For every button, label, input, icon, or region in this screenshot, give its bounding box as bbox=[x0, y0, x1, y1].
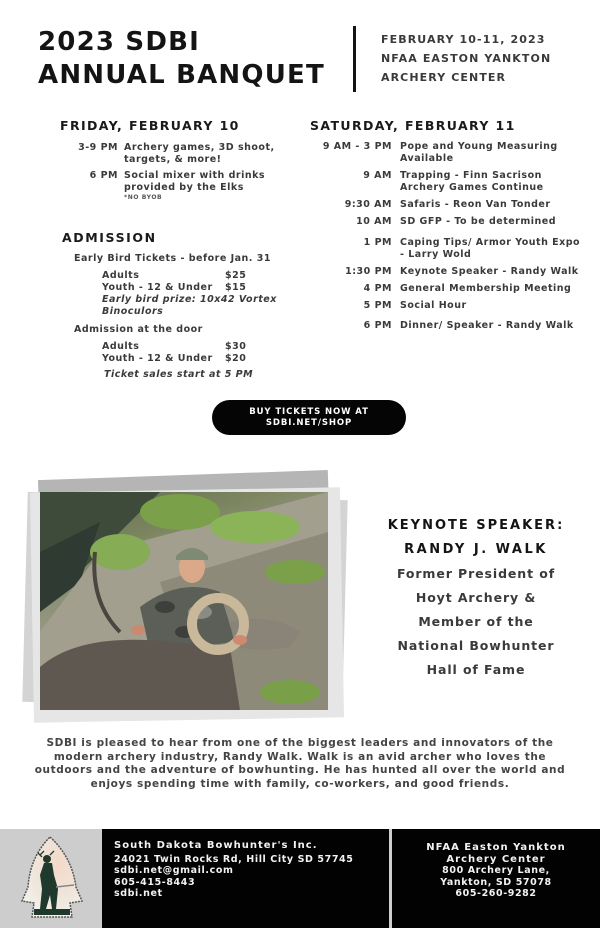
event-time: 9:30 AM bbox=[344, 199, 392, 210]
event-desc: Social mixer with drinks provided by the Elks bbox=[124, 170, 266, 193]
event-desc: Keynote Speaker - Randy Walk bbox=[400, 266, 579, 277]
sdbi-address: 24021 Twin Rocks Rd, Hill City SD 57745 bbox=[114, 853, 354, 865]
price-label: Youth - 12 & Under bbox=[102, 353, 213, 364]
friday-heading: FRIDAY, FEBRUARY 10 bbox=[60, 118, 240, 133]
event-desc: Caping Tips/ Armor Youth Expo - Larry Wold bbox=[400, 237, 581, 260]
friday-schedule bbox=[60, 118, 300, 206]
title-line-2: ANNUAL BANQUET bbox=[38, 60, 325, 90]
event-time: 10 AM bbox=[356, 216, 392, 227]
nfaa-contact-block bbox=[392, 829, 600, 928]
keynote-desc-line: National Bowhunter bbox=[397, 638, 555, 653]
early-bird-prices bbox=[102, 270, 312, 318]
keynote-desc-line: Hall of Fame bbox=[426, 662, 526, 677]
sdbi-email[interactable]: sdbi.net@gmail.com bbox=[114, 865, 234, 876]
price-value: $25 bbox=[225, 270, 247, 281]
event-desc: Archery games, 3D shoot, targets, & more! bbox=[124, 142, 275, 165]
buy-button-line-2: SDBI.NET/SHOP bbox=[265, 417, 353, 428]
schedule-row bbox=[310, 216, 590, 228]
early-bird-prize: Early bird prize: 10x42 Vortex Binoculors bbox=[102, 294, 277, 317]
schedule-row bbox=[310, 199, 590, 211]
ticket-sales-note: Ticket sales start at 5 PM bbox=[104, 369, 254, 380]
price-row bbox=[102, 341, 312, 353]
speaker-bio: SDBI is pleased to hear from one of the biggest leaders and innovators of the modern archery industry, Randy Walk. Walk is an avid archer who loves the outdoors and the adventure of bowhunting. He has hunted all over the world and enjoys spending time with family, co-workers, and good friends. bbox=[34, 737, 566, 790]
price-label: Adults bbox=[102, 270, 140, 281]
title-line-1: 2023 SDBI bbox=[38, 27, 201, 57]
event-time: 6 PM bbox=[89, 170, 118, 181]
sdbi-website[interactable]: sdbi.net bbox=[114, 888, 163, 899]
event-time: 9 AM - 3 PM bbox=[322, 141, 392, 152]
speaker-photo bbox=[40, 492, 328, 710]
event-time: 6 PM bbox=[363, 320, 392, 331]
early-bird-label: Early Bird Tickets - before Jan. 31 bbox=[74, 253, 271, 264]
nfaa-address-2: Yankton, SD 57078 bbox=[440, 876, 552, 888]
schedule-row bbox=[310, 141, 590, 165]
nfaa-org-name-1: NFAA Easton Yankton bbox=[426, 842, 566, 853]
venue-line-2: ARCHERY CENTER bbox=[381, 71, 507, 84]
price-row bbox=[102, 270, 312, 282]
event-desc: Dinner/ Speaker - Randy Walk bbox=[400, 320, 574, 331]
door-label: Admission at the door bbox=[74, 324, 203, 335]
door-prices bbox=[102, 341, 312, 365]
footer bbox=[0, 829, 600, 928]
nfaa-org-name-2: Archery Center bbox=[446, 853, 546, 865]
keynote-desc-line: Member of the bbox=[418, 614, 534, 629]
sdbi-phone: 605-415-8443 bbox=[114, 876, 196, 888]
schedule-row bbox=[310, 237, 590, 261]
event-time: 5 PM bbox=[363, 300, 392, 311]
admission-section bbox=[62, 230, 312, 381]
header-divider bbox=[353, 26, 356, 92]
schedule-row bbox=[60, 170, 300, 202]
keynote-desc-line: Hoyt Archery & bbox=[415, 590, 537, 605]
saturday-schedule bbox=[310, 118, 590, 337]
sdbi-contact-block bbox=[102, 829, 389, 928]
arrowhead-bowhunter-logo-icon bbox=[0, 829, 102, 928]
schedule-row bbox=[60, 142, 300, 166]
event-time: 1 PM bbox=[363, 237, 392, 248]
admission-heading: ADMISSION bbox=[62, 230, 157, 245]
price-value: $15 bbox=[225, 282, 247, 293]
price-value: $30 bbox=[225, 341, 247, 352]
nfaa-phone: 605-260-9282 bbox=[455, 888, 537, 899]
price-row bbox=[102, 353, 312, 365]
sdbi-org-name: South Dakota Bowhunter's Inc. bbox=[114, 840, 318, 851]
price-row bbox=[102, 282, 312, 294]
venue-line-1: NFAA EASTON YANKTON bbox=[381, 52, 552, 65]
speaker-photo-frame bbox=[22, 470, 352, 730]
hunter-with-bighorn-sheep-icon bbox=[40, 492, 328, 710]
buy-tickets-button[interactable] bbox=[212, 400, 406, 435]
event-desc-wrap bbox=[118, 170, 300, 202]
event-time: 3-9 PM bbox=[78, 142, 118, 153]
event-info bbox=[381, 30, 551, 87]
event-time: 4 PM bbox=[363, 283, 392, 294]
sdbi-logo bbox=[0, 829, 102, 928]
schedule-row bbox=[310, 266, 590, 278]
schedule-row bbox=[310, 320, 590, 332]
flyer-header bbox=[0, 0, 600, 110]
saturday-heading: SATURDAY, FEBRUARY 11 bbox=[310, 118, 516, 133]
keynote-desc-line: Former President of bbox=[396, 566, 556, 581]
event-footnote: *NO BYOB bbox=[124, 194, 163, 201]
keynote-speaker-block bbox=[362, 514, 590, 682]
event-desc: Safaris - Reon Van Tonder bbox=[400, 199, 551, 210]
price-value: $20 bbox=[225, 353, 247, 364]
event-desc: SD GFP - To be determined bbox=[400, 216, 557, 227]
event-desc: Trapping - Finn Sacrison Archery Games Continue bbox=[400, 170, 544, 193]
price-label: Adults bbox=[102, 341, 140, 352]
schedule-row bbox=[310, 283, 590, 295]
keynote-name: RANDY J. WALK bbox=[404, 542, 548, 557]
price-label: Youth - 12 & Under bbox=[102, 282, 213, 293]
schedule-row bbox=[310, 170, 590, 194]
page-title bbox=[38, 26, 325, 92]
schedule-row bbox=[310, 300, 590, 312]
buy-button-line-1: BUY TICKETS NOW AT bbox=[249, 406, 369, 417]
nfaa-address-1: 800 Archery Lane, bbox=[442, 865, 550, 876]
event-desc: Social Hour bbox=[400, 300, 467, 311]
event-desc: Pope and Young Measuring Available bbox=[400, 141, 558, 164]
event-time: 9 AM bbox=[363, 170, 392, 181]
event-dates: FEBRUARY 10-11, 2023 bbox=[381, 33, 546, 46]
event-time: 1:30 PM bbox=[345, 266, 392, 277]
keynote-title: KEYNOTE SPEAKER: bbox=[387, 518, 565, 533]
event-desc: General Membership Meeting bbox=[400, 283, 572, 294]
